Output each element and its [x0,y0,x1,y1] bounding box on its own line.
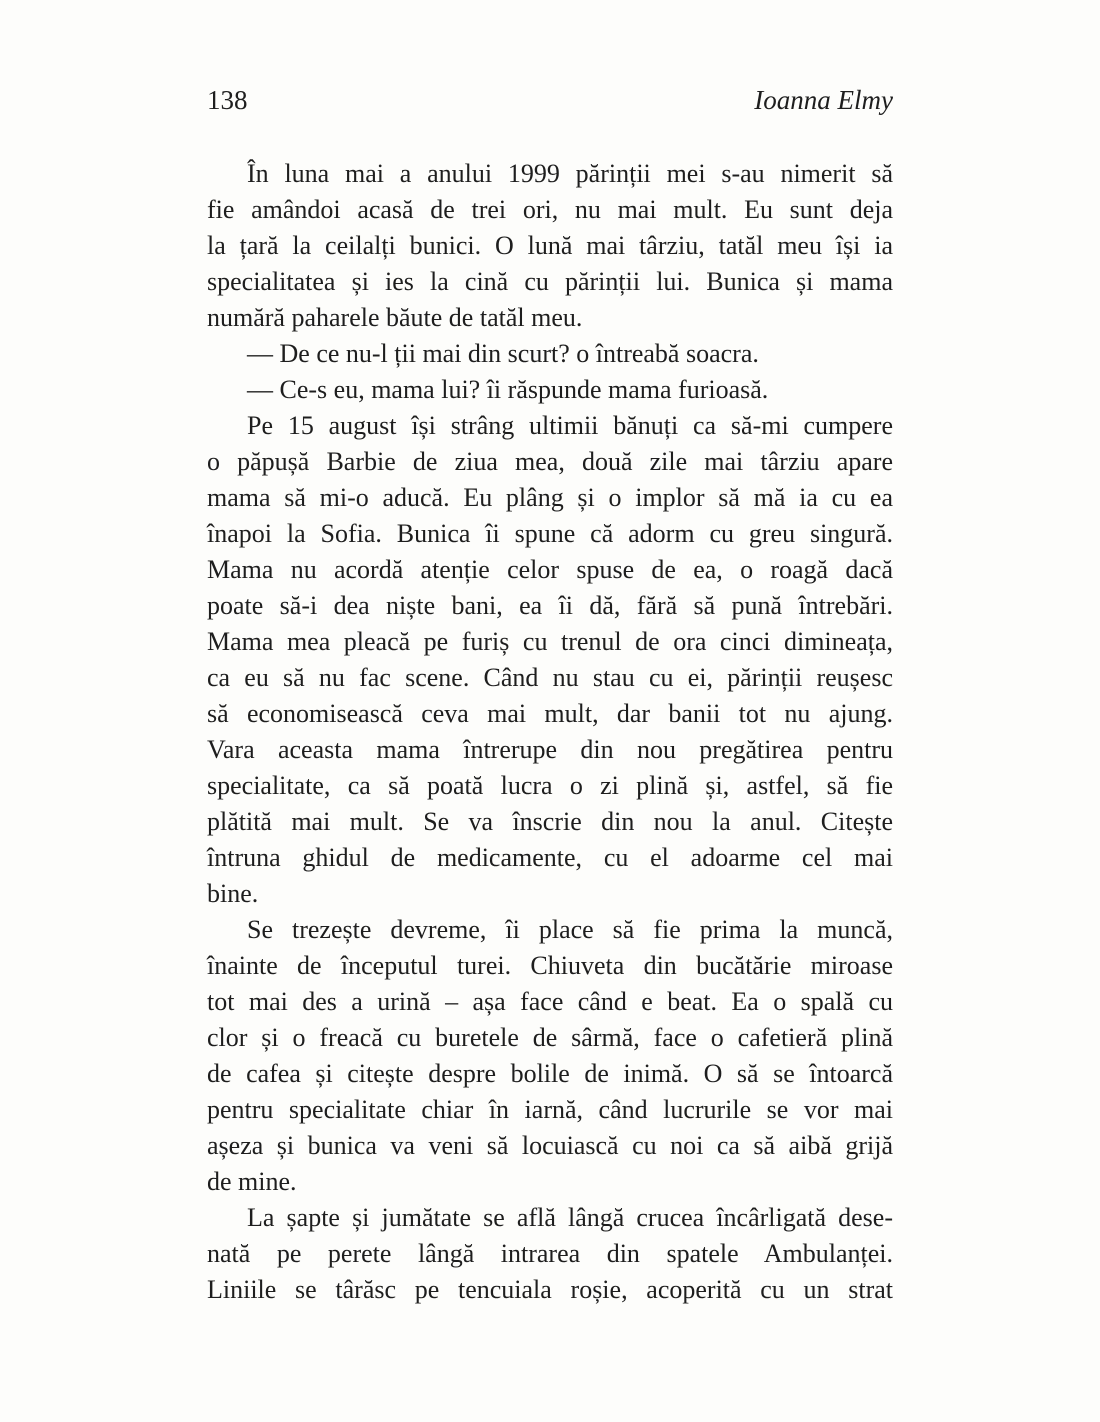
text-line: întruna ghidul de medicamente, cu el adoarme cel mai [207,843,893,872]
text-line: Se trezește devreme, îi place să fie prima la muncă, [247,915,893,944]
text-line: Pe 15 august își strâng ultimii bănuți ca să-mi cumpere [247,411,893,440]
body-text [207,156,893,1308]
text-line: mama să mi-o aducă. Eu plâng și o implor să mă ia cu ea [207,483,893,512]
text-line: la țară la ceilalți bunici. O lună mai târziu, tatăl meu își ia [207,231,893,260]
text-line: specialitatea și ies la cină cu părinții lui. Bunica și mama [207,267,893,296]
text-line: să economisească ceva mai mult, dar banii tot nu ajung. [207,699,893,728]
text-line: poate să-i dea niște bani, ea îi dă, fără să pună întrebări. [207,591,893,620]
text-line: — De ce nu-l ții mai din scurt? o întreabă soacra. [247,339,759,368]
dialogue-paragraph [207,372,893,408]
text-line: Vara aceasta mama întrerupe din nou pregătirea pentru [207,735,893,764]
text-line: La șapte și jumătate se află lângă crucea încârligată dese- [247,1203,893,1232]
text-line: înapoi la Sofia. Bunica îi spune că adorm cu greu singură. [207,519,893,548]
dialogue-paragraph [207,336,893,372]
text-line: de cafea și citește despre bolile de inimă. O să se întoarcă [207,1059,893,1088]
page-number: 138 [207,85,248,115]
text-line: ca eu să nu fac scene. Când nu stau cu ei, părinții reușesc [207,663,893,692]
body-paragraph [207,912,893,1200]
text-line: înainte de începutul turei. Chiuveta din bucătărie miroase [207,951,893,980]
text-line: Mama nu acordă atenție celor spuse de ea, o roagă dacă [207,555,893,584]
text-line: așeza și bunica va veni să locuiască cu noi ca să aibă grijă [207,1131,893,1160]
text-line: Mama mea pleacă pe furiș cu trenul de ora cinci dimineața, [207,627,893,656]
text-line: bine. [207,879,259,908]
text-block [207,84,893,1308]
text-line: plătită mai mult. Se va înscrie din nou la anul. Citește [207,807,893,836]
text-line: specialitate, ca să poată lucra o zi plină și, astfel, să fie [207,771,893,800]
text-line: tot mai des a urină – așa face când e beat. Ea o spală cu [207,987,893,1016]
text-line: Liniile se târăsc pe tencuiala roșie, acoperită cu un strat [207,1275,893,1304]
text-line: numără paharele băute de tatăl meu. [207,303,583,332]
running-header [207,84,893,116]
text-line: o păpușă Barbie de ziua mea, două zile mai târziu apare [207,447,893,476]
body-paragraph [207,156,893,336]
running-head-author: Ioanna Elmy [754,85,893,115]
text-line: clor și o freacă cu buretele de sârmă, face o cafetieră plină [207,1023,893,1052]
text-line: pentru specialitate chiar în iarnă, când lucrurile se vor mai [207,1095,893,1124]
text-line: — Ce-s eu, mama lui? îi răspunde mama furioasă. [247,375,769,404]
text-line: de mine. [207,1167,297,1196]
text-line: nată pe perete lângă intrarea din spatele Ambulanței. [207,1239,893,1268]
text-line: În luna mai a anului 1999 părinții mei s-au nimerit să [247,159,893,188]
body-paragraph [207,1200,893,1308]
text-line: fie amândoi acasă de trei ori, nu mai mult. Eu sunt deja [207,195,893,224]
body-paragraph [207,408,893,912]
